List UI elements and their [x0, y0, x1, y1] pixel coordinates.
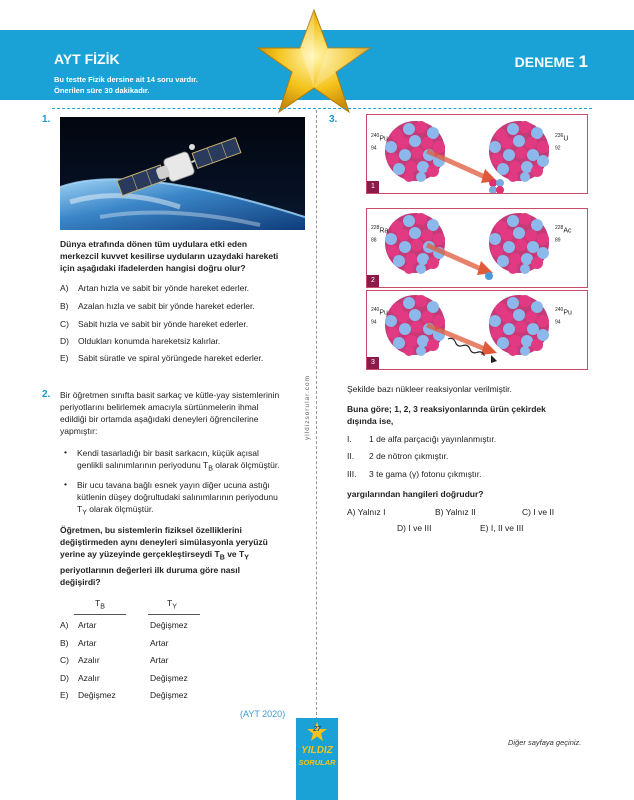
- q2-b-ty: Artar: [150, 638, 169, 648]
- q2-c-tb: Azalır: [78, 655, 100, 665]
- option-text: Yalnız I: [357, 507, 386, 517]
- website-text: yildizsorular.com: [304, 374, 311, 440]
- reaction-3-graphic: [367, 291, 587, 369]
- q2-intro-line: Bir öğretmen sınıfta basit sarkaç ve kütle-yay sistemlerinin: [60, 390, 280, 400]
- mass-number: 236: [555, 133, 564, 139]
- column-divider: [316, 110, 317, 725]
- q2-intro: [60, 389, 279, 437]
- source-label: (AYT 2020): [240, 709, 286, 719]
- mass-number: 240: [371, 133, 380, 139]
- publisher-logo: [296, 718, 338, 800]
- reaction-2-graphic: [367, 209, 587, 287]
- q3-question: [347, 403, 546, 427]
- product-1: [555, 133, 568, 152]
- q2-option-c[interactable]: [60, 655, 69, 665]
- logo-line-2: SORULAR: [298, 758, 336, 767]
- q1-stem-line: merkezcil kuvvet kesilirse uyduların uzaydaki hareketi: [60, 251, 279, 261]
- element-symbol: Pu: [379, 135, 388, 143]
- bullet-text: olarak ölçmüştür.: [212, 460, 280, 470]
- statement-text: 3 te gama (γ) fotonu çıkmıştır.: [369, 469, 482, 479]
- reaction-figure-3: [366, 290, 588, 370]
- q2-e-tb: Değişmez: [78, 690, 116, 700]
- bullet-line: [77, 503, 278, 519]
- option-text: Sabit süratle ve spiral yörüngede hareket ederler.: [78, 353, 264, 363]
- header-subtitle: [54, 74, 198, 96]
- atomic-number: 94: [371, 145, 377, 152]
- bullet-line: Bir ucu tavana bağlı esnek yayın diğer ucuna astığı: [77, 480, 270, 490]
- q3-ask: yargılarından hangileri doğrudur?: [347, 489, 484, 499]
- q2-question: [60, 524, 268, 588]
- question-text: yerine ay yüzeyinde gerçekleştirseydi T: [60, 549, 220, 559]
- option-text: I, II ve III: [490, 523, 524, 533]
- reactant-3: [371, 307, 388, 326]
- q1-stem-line: Dünya etrafında dönen tüm uydulara etki eden: [60, 239, 248, 249]
- option-letter: C): [522, 507, 531, 517]
- reactant-2: [371, 225, 388, 244]
- q3-option-c[interactable]: [522, 507, 554, 517]
- bullet-dot: •: [64, 447, 67, 457]
- q3-option-a[interactable]: [347, 507, 385, 517]
- q1-option-a[interactable]: [60, 283, 249, 293]
- subscript: Y: [172, 602, 177, 611]
- reactant-1: [371, 133, 388, 152]
- option-letter: C): [60, 655, 69, 665]
- option-letter: A): [347, 507, 356, 517]
- deneme-text: DENEME: [514, 54, 575, 70]
- q2-bullet-1: [77, 447, 280, 475]
- statement-text: 1 de alfa parçacığı yayınlanmıştır.: [369, 434, 497, 444]
- option-letter: E): [60, 690, 69, 700]
- q1-option-b[interactable]: [60, 301, 255, 311]
- option-letter: B): [60, 301, 69, 311]
- mass-number: 228: [371, 225, 380, 231]
- q2-question-line: değişirdi?: [60, 576, 101, 587]
- option-text: Azalan hızla ve sabit bir yönde hareket ederler.: [78, 301, 255, 311]
- subscript: Y: [82, 508, 87, 517]
- option-text: I ve III: [408, 523, 432, 533]
- q2-a-ty: Değişmez: [150, 620, 188, 630]
- subtitle-line-2: Önerilen süre 30 dakikadır.: [54, 86, 150, 95]
- product-2: [555, 225, 572, 244]
- option-letter: A): [60, 283, 69, 293]
- option-letter: E): [480, 523, 489, 533]
- q2-intro-line: periyotlarını belirlemek amacıyla sürtünmelerin ihmal: [60, 402, 259, 412]
- bullet-line: Kendi tasarladığı bir basit sarkacın, küçük açısal: [77, 448, 259, 458]
- deneme-number: 1: [578, 52, 588, 71]
- col-header-ty: [167, 598, 177, 611]
- subscript: B: [219, 553, 225, 562]
- q1-stem: [60, 238, 278, 274]
- roman-numeral: I.: [347, 434, 352, 444]
- bullet-line: kütlenin düşey doğrultudaki salınımlarının periyodunu: [77, 492, 278, 502]
- q2-question-line: Öğretmen, bu sistemlerin fiziksel özelliklerini: [60, 525, 242, 535]
- roman-numeral: III.: [347, 469, 357, 479]
- element-symbol: Ac: [563, 227, 572, 235]
- col-header-text: T: [167, 598, 173, 608]
- q2-option-d[interactable]: [60, 673, 69, 683]
- q2-option-e[interactable]: [60, 690, 69, 700]
- q1-option-d[interactable]: [60, 336, 220, 346]
- satellite-image: [60, 117, 305, 230]
- option-letter: D): [397, 523, 406, 533]
- statement-3: [347, 469, 481, 479]
- figure-label-2: 2: [367, 275, 379, 287]
- q2-option-a[interactable]: [60, 620, 69, 630]
- option-text: Yalnız II: [445, 507, 476, 517]
- q3-intro: Şekilde bazı nükleer reaksiyonlar verilmiştir.: [347, 384, 512, 394]
- option-text: I ve II: [533, 507, 555, 517]
- col-underline: [74, 614, 126, 615]
- q3-number: 3.: [329, 114, 338, 125]
- question-text: ve T: [224, 549, 245, 559]
- q2-number: 2.: [42, 389, 51, 400]
- atomic-number: 94: [371, 319, 377, 326]
- option-letter: C): [60, 319, 69, 329]
- element-symbol: Ra: [379, 227, 389, 235]
- deneme-label: [515, 52, 588, 72]
- option-text: Oldukları konumda hareketsiz kalırlar.: [78, 336, 221, 346]
- col-underline: [148, 614, 200, 615]
- next-page-note: Diğer sayfaya geçiniz.: [508, 738, 582, 747]
- reaction-figure-1: [366, 114, 588, 194]
- header-divider: [52, 108, 592, 110]
- element-symbol: Pu: [563, 309, 572, 317]
- product-3: [555, 307, 572, 326]
- mass-number: 240: [555, 307, 564, 313]
- roman-numeral: II.: [347, 451, 355, 461]
- subscript: Y: [244, 553, 249, 562]
- q2-intro-line: edildiği bir ortamda aşağıdaki deneyleri öğrencilerine: [60, 414, 259, 424]
- q3-question-line: dışında ise,: [347, 416, 394, 426]
- col-header-text: T: [95, 598, 101, 608]
- q2-a-tb: Artar: [78, 620, 97, 630]
- subscript: B: [208, 464, 213, 473]
- atomic-number: 94: [555, 319, 561, 326]
- q1-option-c[interactable]: [60, 319, 248, 329]
- mass-number: 228: [555, 225, 564, 231]
- element-symbol: Pu: [379, 309, 388, 317]
- bullet-text: olarak ölçmüştür.: [86, 504, 154, 514]
- element-symbol: U: [563, 135, 569, 143]
- option-letter: D): [60, 336, 69, 346]
- option-text: Artan hızla ve sabit bir yönde hareket ederler.: [78, 283, 250, 293]
- bullet-text: genlikli salınımlarının periyodunu T: [77, 460, 209, 470]
- q2-e-ty: Değişmez: [150, 690, 188, 700]
- q1-number: 1.: [42, 114, 51, 125]
- figure-label-3: 3: [367, 357, 379, 369]
- q3-option-e[interactable]: [480, 523, 523, 533]
- atomic-number: 89: [555, 237, 561, 244]
- bullet-line: [77, 459, 280, 475]
- option-letter: B): [435, 507, 444, 517]
- figure-label-1: 1: [367, 181, 379, 193]
- atomic-number: 92: [555, 145, 561, 152]
- subscript: B: [100, 602, 105, 611]
- q2-d-ty: Değişmez: [150, 673, 188, 683]
- option-letter: B): [60, 638, 69, 648]
- statement-2: [347, 451, 448, 461]
- option-letter: D): [60, 673, 69, 683]
- option-letter: E): [60, 353, 69, 363]
- q2-d-tb: Azalır: [78, 673, 100, 683]
- bullet-dot: •: [64, 479, 67, 489]
- q2-option-b[interactable]: [60, 638, 69, 648]
- q2-question-line: değiştirmeden aynı deneyleri simülasyonla yeryüzü: [60, 537, 268, 547]
- atomic-number: 88: [371, 237, 377, 244]
- bullet-text: T: [77, 504, 83, 514]
- statement-1: [347, 434, 496, 444]
- subtitle-line-1: Bu testte Fizik dersine ait 14 soru vardır.: [54, 75, 198, 84]
- q3-option-d[interactable]: [397, 523, 432, 533]
- q2-bullet-2: [77, 479, 278, 519]
- q3-option-b[interactable]: [435, 507, 476, 517]
- star-icon: [256, 8, 372, 116]
- q2-question-line: [60, 548, 268, 564]
- q2-b-tb: Artar: [78, 638, 97, 648]
- reaction-figure-2: [366, 208, 588, 288]
- reaction-1-graphic: [367, 115, 587, 193]
- q1-option-e[interactable]: [60, 353, 263, 363]
- q2-question-line: periyotlarının değerleri ilk duruma göre nasıl: [60, 564, 240, 575]
- q1-stem-line: için aşağıdaki ifadelerden hangisi doğru olur?: [60, 263, 246, 273]
- option-letter: A): [60, 620, 69, 630]
- q2-intro-line: yapmıştır:: [60, 426, 98, 436]
- logo-line-1: YILDIZ: [301, 745, 333, 756]
- option-text: Sabit hızla ve sabit bir yönde hareket ederler.: [78, 319, 249, 329]
- statement-text: 2 de nötron çıkmıştır.: [369, 451, 449, 461]
- q2-c-ty: Artar: [150, 655, 169, 665]
- subject-title: AYT FİZİK: [54, 51, 120, 67]
- col-header-tb: [95, 598, 105, 611]
- mass-number: 240: [371, 307, 380, 313]
- q3-question-line: Buna göre; 1, 2, 3 reaksiyonlarında ürün çekirdek: [347, 404, 546, 414]
- logo-number: 27: [313, 726, 321, 733]
